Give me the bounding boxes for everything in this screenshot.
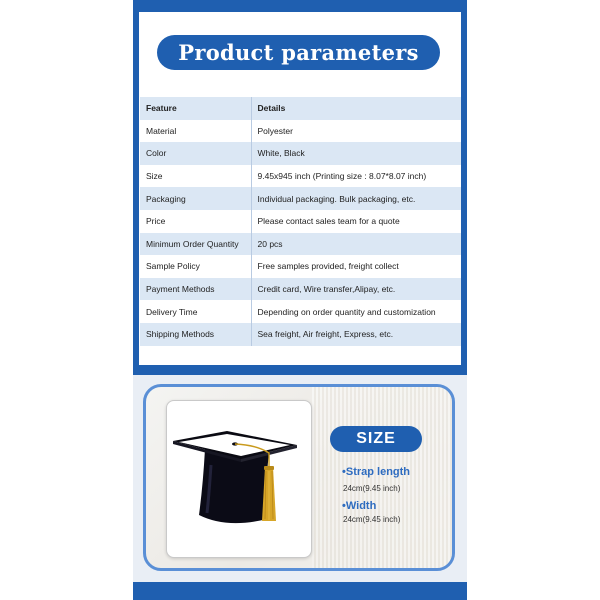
strap-length-value: 24cm(9.45 inch) bbox=[343, 484, 401, 493]
table-row bbox=[140, 233, 461, 256]
parameters-table bbox=[140, 97, 461, 346]
size-badge bbox=[330, 426, 422, 452]
page-title: Product parameters bbox=[178, 40, 419, 65]
details-cell: Individual packaging. Bulk packaging, etc. bbox=[251, 187, 461, 210]
feature-cell: Payment Methods bbox=[140, 278, 251, 301]
feature-cell: Size bbox=[140, 165, 251, 188]
bottom-banner-strip bbox=[133, 582, 467, 600]
details-cell: Sea freight, Air freight, Express, etc. bbox=[251, 323, 461, 346]
feature-cell: Material bbox=[140, 120, 251, 143]
column-header-feature: Feature bbox=[140, 97, 251, 120]
feature-cell: Minimum Order Quantity bbox=[140, 233, 251, 256]
details-cell: 20 pcs bbox=[251, 233, 461, 256]
strap-length-label: •Strap length bbox=[342, 466, 411, 478]
table-row bbox=[140, 300, 461, 323]
column-header-details: Details bbox=[251, 97, 461, 120]
feature-cell: Color bbox=[140, 142, 251, 165]
title-banner bbox=[157, 35, 440, 70]
table-header-row bbox=[140, 97, 461, 120]
table-row bbox=[140, 323, 461, 346]
feature-cell: Shipping Methods bbox=[140, 323, 251, 346]
table-row bbox=[140, 278, 461, 301]
graduation-cap-icon bbox=[169, 425, 304, 550]
table-row bbox=[140, 187, 461, 210]
details-cell: Free samples provided, freight collect bbox=[251, 255, 461, 278]
details-cell: Credit card, Wire transfer,Alipay, etc. bbox=[251, 278, 461, 301]
details-cell: 9.45x945 inch (Printing size : 8.07*8.07 inch) bbox=[251, 165, 461, 188]
table-row bbox=[140, 142, 461, 165]
feature-cell: Delivery Time bbox=[140, 300, 251, 323]
table-row bbox=[140, 165, 461, 188]
table-row bbox=[140, 255, 461, 278]
feature-cell: Sample Policy bbox=[140, 255, 251, 278]
table-row bbox=[140, 210, 461, 233]
size-badge-label: SIZE bbox=[356, 430, 396, 447]
table-row bbox=[140, 120, 461, 143]
width-value: 24cm(9.45 inch) bbox=[343, 515, 401, 524]
details-cell: Polyester bbox=[251, 120, 461, 143]
details-cell: Depending on order quantity and customization bbox=[251, 300, 461, 323]
details-cell: Please contact sales team for a quote bbox=[251, 210, 461, 233]
feature-cell: Packaging bbox=[140, 187, 251, 210]
width-label: •Width bbox=[342, 500, 377, 512]
details-cell: White, Black bbox=[251, 142, 461, 165]
feature-cell: Price bbox=[140, 210, 251, 233]
